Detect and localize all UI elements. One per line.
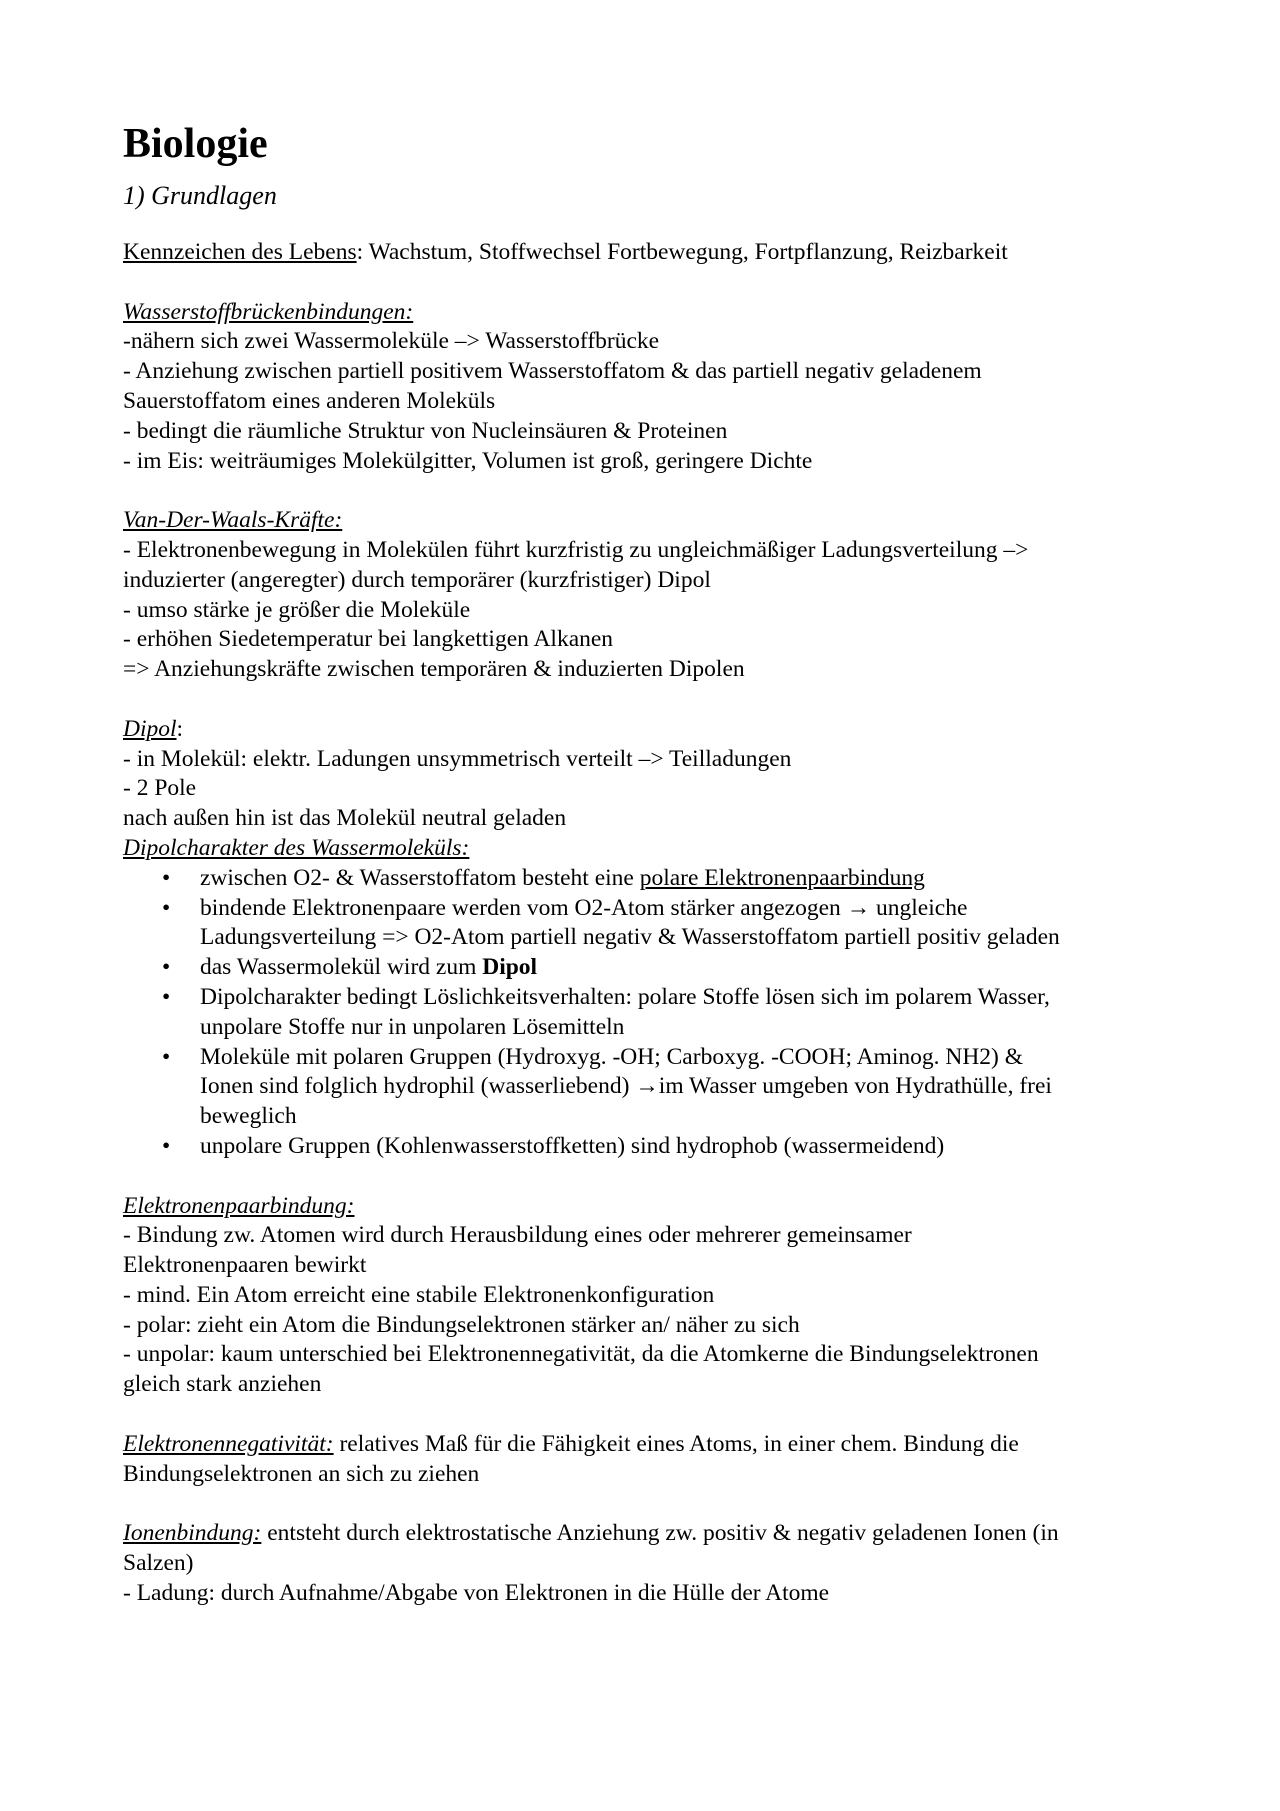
dipol-colon: :	[176, 715, 184, 742]
vdw-line: - erhöhen Siedetemperatur bei langkettigen Alkanen	[123, 626, 614, 653]
list-item-line: Dipolcharakter bedingt Löslichkeitsverhalten: polare Stoffe lösen sich im polarem Wasser,	[200, 983, 1050, 1010]
bullet-icon: •	[162, 1043, 171, 1070]
wasserstoff-line: - Anziehung zwischen partiell positivem Wasserstoffatom & das partiell negativ geladenem	[123, 358, 982, 385]
list-item-line: Ladungsverteilung => O2-Atom partiell negativ & Wasserstoffatom partiell positiv geladen	[200, 924, 1060, 951]
section-heading: 1) Grundlagen	[123, 181, 277, 210]
list-item	[123, 983, 1183, 1043]
vdw-heading: Van-Der-Waals-Kräfte:	[123, 507, 343, 534]
dipol-heading-line	[123, 715, 1183, 745]
list-item	[123, 864, 1183, 894]
vdw-section	[123, 506, 1183, 685]
list-item	[123, 894, 1183, 954]
bullet-icon: •	[162, 983, 171, 1010]
ion-line: Salzen)	[123, 1550, 194, 1577]
vdw-line: induzierter (angeregter) durch temporärer (kurzfristiger) Dipol	[123, 566, 711, 593]
wasserstoff-line: Sauerstoffatom eines anderen Moleküls	[123, 387, 496, 414]
dipolcharakter-heading: Dipolcharakter des Wassermoleküls:	[123, 834, 470, 861]
wasserstoff-section	[123, 298, 1183, 477]
list-item-line: unpolare Stoffe nur in unpolaren Lösemitteln	[200, 1013, 625, 1040]
epb-line: gleich stark anziehen	[123, 1371, 322, 1398]
epb-line: Elektronenpaaren bewirkt	[123, 1252, 367, 1279]
list-item-line: Moleküle mit polaren Gruppen (Hydroxyg. -OH; Carboxyg. -COOH; Aminog. NH2) &	[200, 1043, 1024, 1070]
kennzeichen-label: Kennzeichen des Lebens	[123, 239, 357, 265]
wasserstoff-line: - bedingt die räumliche Struktur von Nucleinsäuren & Proteinen	[123, 417, 728, 444]
list-item	[123, 1132, 1183, 1162]
list-item	[123, 1043, 1183, 1132]
en-heading: Elektronennegativität:	[123, 1430, 334, 1457]
ion-line	[123, 1519, 1183, 1549]
list-item-text: das Wassermolekül wird zum	[200, 954, 483, 981]
bullet-icon: •	[162, 954, 171, 981]
epb-section	[123, 1192, 1183, 1401]
vdw-line: - umso stärke je größer die Moleküle	[123, 596, 471, 623]
ion-section	[123, 1519, 1183, 1608]
epb-line: - mind. Ein Atom erreicht eine stabile Elektronenkonfiguration	[123, 1281, 715, 1308]
ion-line: - Ladung: durch Aufnahme/Abgabe von Elektronen in die Hülle der Atome	[123, 1579, 830, 1606]
ion-text: entsteht durch elektrostatische Anziehung zw. positiv & negativ geladenen Ionen (in	[261, 1520, 1059, 1547]
kennzeichen-paragraph	[123, 238, 1183, 268]
vdw-line: - Elektronenbewegung in Molekülen führt kurzfristig zu ungleichmäßiger Ladungsverteilung –>	[123, 536, 1029, 563]
en-section	[123, 1430, 1183, 1490]
wasserstoff-line: -nähern sich zwei Wassermoleküle –> Wasserstoffbrücke	[123, 328, 660, 355]
epb-line: - polar: zieht ein Atom die Bindungselektronen stärker an/ näher zu sich	[123, 1311, 800, 1338]
list-item-line: Ionen sind folglich hydrophil (wasserliebend) →im Wasser umgeben von Hydrathülle, frei	[200, 1073, 1052, 1100]
dipol-line: - 2 Pole	[123, 775, 197, 802]
list-item-text: zwischen O2- & Wasserstoffatom besteht eine	[200, 864, 640, 891]
epb-line: - unpolar: kaum unterschied bei Elektronennegativität, da die Atomkerne die Bindungselektronen	[123, 1341, 1039, 1368]
ion-heading: Ionenbindung:	[123, 1520, 262, 1547]
list-item-link: polare Elektronenpaarbindung	[639, 864, 925, 891]
list-item-bold: Dipol	[482, 954, 538, 981]
list-item-line: beweglich	[200, 1103, 297, 1130]
wasserstoff-line: - im Eis: weiträumiges Molekülgitter, Volumen ist groß, geringere Dichte	[123, 447, 813, 474]
list-item	[123, 953, 1183, 983]
wasserstoff-heading: Wasserstoffbrückenbindungen:	[123, 298, 414, 325]
bullet-icon: •	[162, 1132, 171, 1159]
bullet-icon: •	[162, 864, 171, 891]
dipol-line: nach außen hin ist das Molekül neutral geladen	[123, 805, 567, 832]
epb-line: - Bindung zw. Atomen wird durch Herausbildung eines oder mehrerer gemeinsamer	[123, 1222, 912, 1249]
dipol-heading: Dipol	[123, 715, 177, 742]
document-title: Biologie	[123, 121, 268, 167]
en-line	[123, 1430, 1183, 1460]
en-line: Bindungselektronen an sich zu ziehen	[123, 1460, 480, 1487]
list-item-text: unpolare Gruppen (Kohlenwasserstoffketten) sind hydrophob (wassermeidend)	[200, 1132, 945, 1159]
en-text: relatives Maß für die Fähigkeit eines Atoms, in einer chem. Bindung die	[333, 1430, 1019, 1457]
bullet-icon: •	[162, 894, 171, 921]
dipol-section	[123, 715, 1183, 1162]
vdw-line: => Anziehungskräfte zwischen temporären & induzierten Dipolen	[123, 656, 745, 683]
list-item-line: bindende Elektronenpaare werden vom O2-Atom stärker angezogen → ungleiche	[200, 894, 968, 921]
document-page	[123, 120, 1183, 1609]
dipolcharakter-list	[123, 864, 1183, 1162]
kennzeichen-text: : Wachstum, Stoffwechsel Fortbewegung, Fortpflanzung, Reizbarkeit	[356, 239, 1008, 265]
dipol-line: - in Molekül: elektr. Ladungen unsymmetrisch verteilt –> Teilladungen	[123, 745, 792, 772]
epb-heading: Elektronenpaarbindung:	[123, 1192, 355, 1219]
